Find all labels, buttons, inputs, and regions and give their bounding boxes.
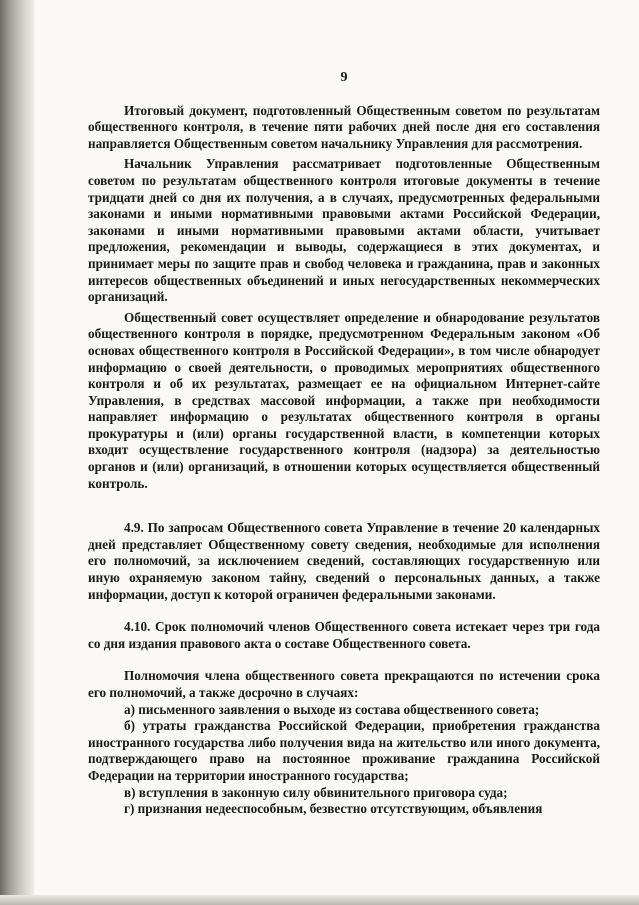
page-number: 9 [340, 70, 348, 85]
list-item-b: б) утраты гражданства Российской Федерации, приобретения гражданства иностранного государства либо получения вида на жительство или иного документа, подтверждающего право на постоянное проживание гражданина Российской Федерации на территории иностранного государства; [88, 718, 600, 783]
clause-4-9: 4.9. По запросам Общественного совета Управление в течение 20 календарных дней представляет Общественному совету сведения, необходимые для исполнения его полномочий, за исключением сведений, составляющих государственную или иную охраняемую законом тайну, сведений о персональных данных, а также информации, доступ к которой ограничен федеральными законами. [88, 520, 600, 602]
list-item-a: а) письменного заявления о выходе из состава общественного совета; [124, 701, 540, 717]
paragraph-final-document: Итоговый документ, подготовленный Общественным советом по результатам общественного контроля, в течение пяти рабочих дней после дня его составления направляется Общественным советом начальнику Управления для рассмотрения. [88, 102, 600, 151]
list-item-g: г) признания недееспособным, безвестно отсутствующим, объявления [124, 801, 543, 817]
list-item-v: в) вступления в законную силу обвинительного приговора суда; [124, 784, 508, 800]
scan-shadow-left [0, 0, 34, 905]
paragraph-termination: Полномочия члена общественного совета прекращаются по истечении срока его полномочий, а также досрочно в случаях: [88, 668, 600, 700]
clause-4-10: 4.10. Срок полномочий членов Общественного совета истекает через три года со дня издания правового акта о составе Общественного совета. [88, 619, 600, 651]
scan-shadow-bottom [0, 895, 639, 905]
paragraph-head-review: Начальник Управления рассматривает подготовленные Общественным советом по результатам общественного контроля итоговые документы в течение тридцати дней со дня их получения, а в случаях, предусмотренных федеральными законами и иными нормативными правовыми актами Российской Федерации, законами и иными нормативными правовыми актами области, учитывает предложения, рекомендации и выводы, содержащиеся в этих документах, и принимает меры по защите прав и свобод человека и гражданина, прав и законных интересов общественных объединений и иных негосударственных некоммерческих организаций. [88, 156, 600, 305]
document-text [88, 70, 600, 818]
paragraph-results-publication: Общественный совет осуществляет определение и обнародование результатов общественного контроля в порядке, предусмотренном Федеральным законом «Об основах общественного контроля в Российской Федерации», в том числе обнародует информацию о своей деятельности, о проводимых мероприятиях общественного контроля и об их результатах, размещает ее на официальном Интернет-сайте Управления, в средствах массовой информации, а также при необходимости направляет информацию о результатах общественного контроля в органы прокуратуры и (или) органы государственной власти, в компетенции которых входит осуществление государственного контроля (надзора) за деятельностью органов и (или) организаций, в отношении которых осуществляется общественный контроль. [88, 309, 600, 491]
